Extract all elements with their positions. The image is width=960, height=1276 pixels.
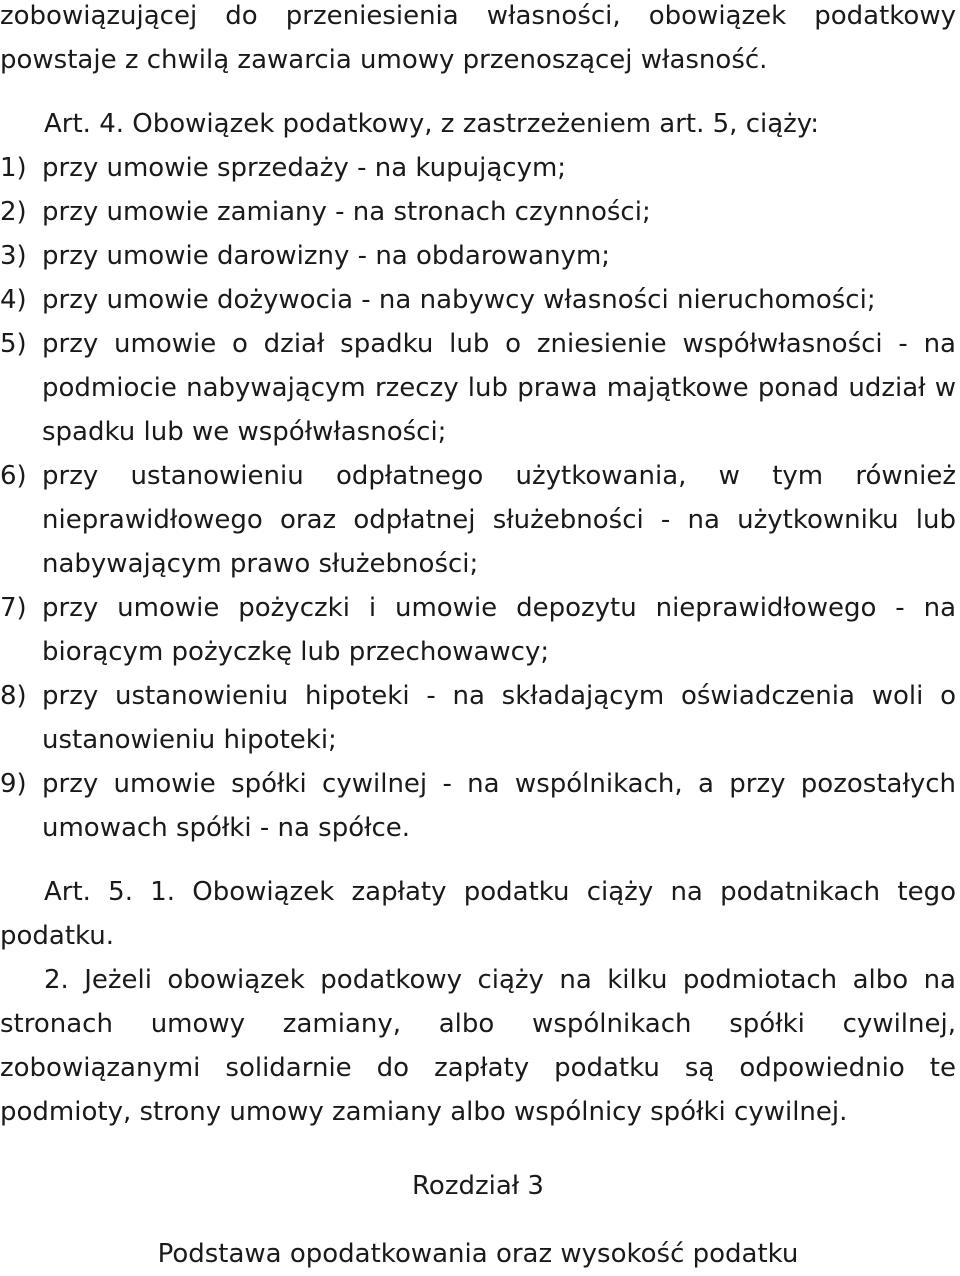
list-item bbox=[0, 762, 956, 850]
list-item-text: przy umowie pożyczki i umowie depozytu nieprawidłowego - na biorącym pożyczkę lub przechowawcy; bbox=[42, 593, 956, 667]
list-item-text: przy umowie o dział spadku lub o zniesienie współwłasności - na podmiocie nabywającym rzeczy lub prawa majątkowe ponad udział w spadku lub we współwłasności; bbox=[42, 329, 956, 447]
chapter-label: Rozdział 3 bbox=[412, 1171, 544, 1201]
list-item-text: przy umowie dożywocia - na nabywcy własności nieruchomości; bbox=[42, 285, 876, 315]
list-item-number: 2) bbox=[0, 197, 27, 227]
art-5-paragraph-1: Art. 5. 1. Obowiązek zapłaty podatku ciąży na podatnikach tego podatku. bbox=[0, 877, 956, 951]
art-5-paragraph-2: 2. Jeżeli obowiązek podatkowy ciąży na kilku podmiotach albo na stronach umowy zamiany, albo wspólnikach spółki cywilnej, zobowiązanymi solidarnie do zapłaty podatku są odpowiednio te podmioty, strony umowy zamiany albo wspólnicy spółki cywilnej. bbox=[0, 965, 956, 1127]
list-item-number: 9) bbox=[0, 769, 27, 799]
list-item-text: przy umowie spółki cywilnej - na wspólnikach, a przy pozostałych umowach spółki - na spółce. bbox=[42, 769, 956, 843]
art-4-list bbox=[0, 146, 956, 850]
list-item-number: 5) bbox=[0, 329, 27, 359]
list-item-text: przy umowie darowizny - na obdarowanym; bbox=[42, 241, 611, 271]
list-item bbox=[0, 586, 956, 674]
list-item-number: 6) bbox=[0, 461, 27, 491]
intro-line-2: powstaje z chwilą zawarcia umowy przenoszącej własność. bbox=[0, 45, 768, 75]
chapter-title: Podstawa opodatkowania oraz wysokość podatku bbox=[157, 1239, 799, 1269]
list-item-text: przy ustanowieniu odpłatnego użytkowania, w tym również nieprawidłowego oraz odpłatnej służebności - na użytkowniku lub nabywającym prawo służebności; bbox=[42, 461, 956, 579]
list-item bbox=[0, 322, 956, 454]
list-item bbox=[0, 146, 956, 190]
list-item bbox=[0, 234, 956, 278]
list-item bbox=[0, 190, 956, 234]
intro-line-1: zobowiązującej do przeniesienia własności, obowiązek podatkowy bbox=[0, 1, 956, 31]
list-item-number: 4) bbox=[0, 285, 27, 315]
art-4-heading: Art. 4. Obowiązek podatkowy, z zastrzeżeniem art. 5, ciąży: bbox=[44, 109, 820, 139]
list-item-number: 1) bbox=[0, 153, 27, 183]
list-item-text: przy ustanowieniu hipoteki - na składającym oświadczenia woli o ustanowieniu hipoteki; bbox=[42, 681, 956, 755]
list-item bbox=[0, 674, 956, 762]
list-item bbox=[0, 278, 956, 322]
list-item-number: 3) bbox=[0, 241, 27, 271]
list-item-number: 7) bbox=[0, 593, 27, 623]
list-item-number: 8) bbox=[0, 681, 27, 711]
list-item-text: przy umowie zamiany - na stronach czynności; bbox=[42, 197, 651, 227]
list-item-text: przy umowie sprzedaży - na kupującym; bbox=[42, 153, 567, 183]
list-item bbox=[0, 454, 956, 586]
